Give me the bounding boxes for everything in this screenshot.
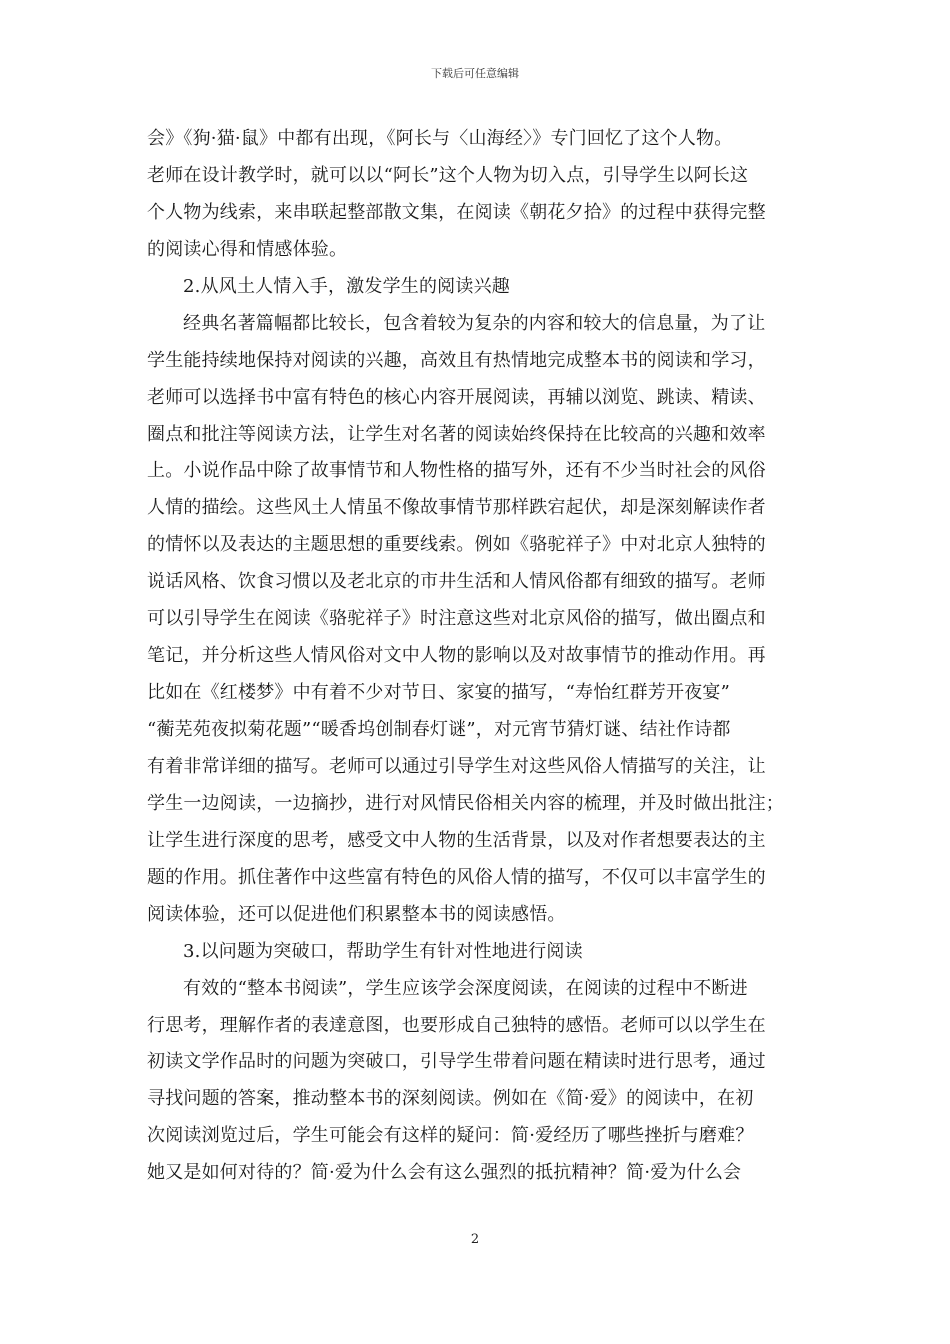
page-number: 2: [470, 1232, 480, 1247]
text-line: 有着非常详细的描写。老师可以通过引导学生对这些风俗人情描写的关注，让: [147, 755, 766, 777]
text-line: 上。小说作品中除了故事情节和人物性格的描写外，还有不少当时社会的风俗: [147, 460, 766, 482]
text-line: 说话风格、饮食习惯以及老北京的市井生活和人情风俗都有细致的描写。老师: [147, 571, 766, 593]
text-line: 3.以问题为突破口，帮助学生有针对性地进行阅读: [183, 940, 583, 962]
text-line: 寻找问题的答案，推动整本书的深刻阅读。例如在《简·爱》的阅读中，在初: [147, 1088, 754, 1110]
text-line: 老师在设计教学时，就可以以“阿长”这个人物为切入点，引导学生以阿长这: [147, 164, 749, 186]
text-line: 学生能持续地保持对阅读的兴趣，高效且有热情地完成整本书的阅读和学习，: [147, 349, 766, 371]
text-line: 笔记，并分析这些人情风俗对文中人物的影响以及对故事情节的推动作用。再: [147, 645, 766, 667]
text-line: 阅读体验，还可以促进他们积累整本书的阅读感悟。: [147, 903, 566, 925]
text-line: 可以引导学生在阅读《骆驼祥子》时注意这些对北京风俗的描写，做出圈点和: [147, 608, 766, 630]
text-line: 个人物为线索，来串联起整部散文集，在阅读《朝花夕拾》的过程中获得完整: [147, 201, 766, 223]
page-header: [0, 66, 950, 82]
text-line: 的阅读心得和情感体验。: [147, 238, 348, 260]
text-line: “蘅芜苑夜拟菊花题”“暖香坞创制春灯谜”，对元宵节猜灯谜、结社作诗都: [147, 719, 731, 740]
text-line: 会》《狗·猫·鼠》中都有出现，《阿长与〈山海经〉》专门回忆了这个人物。: [147, 128, 733, 149]
text-line: 学生一边阅读，一边摘抄，进行对风情民俗相关内容的梳理，并及时做出批注；: [147, 792, 784, 814]
header-note: 下载后可任意编辑: [431, 67, 519, 80]
text-line: 比如在《红楼梦》中有着不少对节日、家宴的描写，“寿怡红群芳开夜宴”: [147, 682, 731, 704]
text-line: 行思考，理解作者的表達意图，也要形成自己独特的感悟。老师可以以学生在: [147, 1014, 766, 1036]
text-line: 的情怀以及表达的主题思想的重要线索。例如《骆驼祥子》中对北京人独特的: [147, 534, 766, 556]
text-line: 经典名著篇幅都比较长，包含着较为复杂的内容和较大的信息量，为了让: [183, 312, 766, 334]
text-line: 次阅读浏览过后，学生可能会有这样的疑问：简·爱经历了哪些挫折与磨难？: [147, 1125, 754, 1147]
text-line: 她又是如何对待的？简·爱为什么会有这么强烈的抵抗精神？简·爱为什么会: [147, 1162, 742, 1184]
text-line: 2.从风土人情入手，激发学生的阅读兴趣: [183, 275, 510, 297]
page-footer: [0, 1232, 950, 1248]
text-line: 题的作用。抓住著作中这些富有特色的风俗人情的描写，不仅可以丰富学生的: [147, 866, 766, 888]
document-body: [147, 121, 807, 1192]
text-line: 有效的“整本书阅读”，学生应该学会深度阅读，在阅读的过程中不断进: [183, 977, 748, 999]
text-line: 老师可以选择书中富有特色的核心内容开展阅读，再辅以浏览、跳读、精读、: [147, 386, 766, 408]
text-line: 让学生进行深度的思考，感受文中人物的生活背景，以及对作者想要表达的主: [147, 829, 766, 851]
text-line: 人情的描绘。这些风土人情虽不像故事情节那样跌宕起伏，却是深刻解读作者: [147, 497, 766, 519]
text-line: 圈点和批注等阅读方法，让学生对名著的阅读始终保持在比较高的兴趣和效率: [147, 423, 766, 445]
text-line: 初读文学作品时的问题为突破口，引导学生带着问题在精读时进行思考，通过: [147, 1051, 766, 1073]
